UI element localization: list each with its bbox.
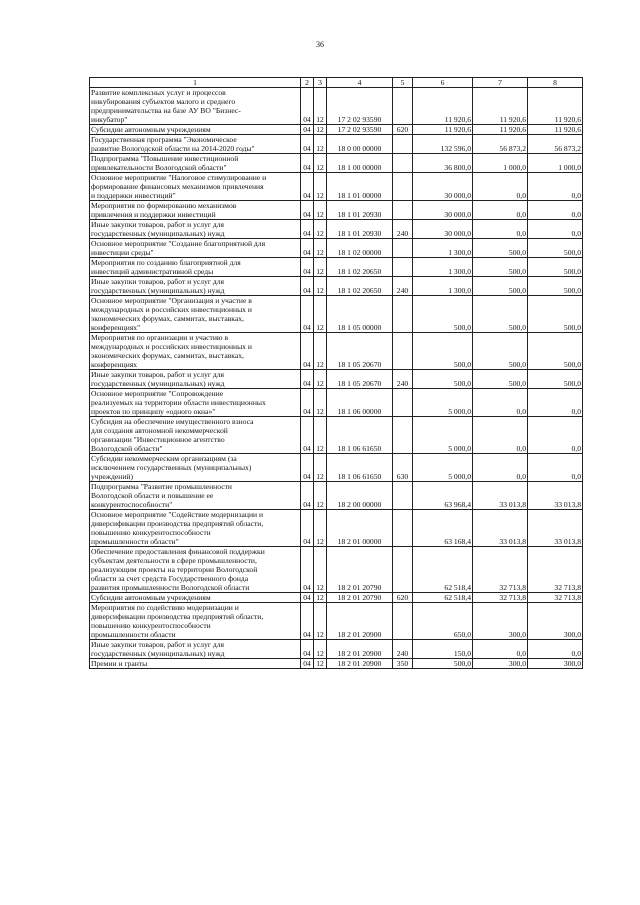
row-expense-type: [393, 173, 413, 201]
row-amount-col7: 500,0: [473, 296, 528, 333]
row-subsection: 12: [314, 154, 327, 173]
row-target-code: 18 1 06 00000: [327, 389, 393, 417]
table-row: [90, 277, 583, 296]
table-row: [90, 603, 583, 640]
row-section: 04: [301, 454, 314, 482]
row-target-code: 18 1 02 20650: [327, 277, 393, 296]
header-col-2: 2: [301, 78, 314, 88]
row-amount-col8: 0,0: [528, 201, 583, 220]
row-expense-type: 240: [393, 640, 413, 659]
table-row: [90, 296, 583, 333]
row-section: 04: [301, 277, 314, 296]
row-name: Основное мероприятие "Организация и участие в международных и российских инвестиционных и экономических форумах, саммитах, выставках, конференциях": [90, 296, 301, 333]
row-amount-col6: 11 920,6: [413, 125, 473, 135]
row-name: Основное мероприятие "Содействие модернизации и диверсификации производства предприятий области, повышению конкурентоспособности промышленности области": [90, 510, 301, 547]
row-name: Иные закупки товаров, работ и услуг для государственных (муниципальных) нужд: [90, 640, 301, 659]
row-section: 04: [301, 659, 314, 669]
row-amount-col7: 56 873,2: [473, 135, 528, 154]
row-section: 04: [301, 603, 314, 640]
row-expense-type: [393, 482, 413, 510]
row-expense-type: [393, 239, 413, 258]
row-amount-col7: 11 920,6: [473, 125, 528, 135]
row-section: 04: [301, 258, 314, 277]
row-expense-type: [393, 296, 413, 333]
row-expense-type: 240: [393, 370, 413, 389]
row-amount-col8: 500,0: [528, 277, 583, 296]
row-target-code: 18 1 01 20930: [327, 201, 393, 220]
row-amount-col7: 500,0: [473, 277, 528, 296]
row-amount-col7: 500,0: [473, 333, 528, 370]
table-row: [90, 510, 583, 547]
row-section: 04: [301, 296, 314, 333]
table-row: [90, 173, 583, 201]
row-amount-col6: 11 920,6: [413, 88, 473, 125]
row-expense-type: [393, 201, 413, 220]
row-name: Основное мероприятие "Создание благоприятной для инвестиции среды": [90, 239, 301, 258]
row-subsection: 12: [314, 258, 327, 277]
header-col-8: 8: [528, 78, 583, 88]
row-amount-col8: 500,0: [528, 333, 583, 370]
row-name: Развитие комплексных услуг и процессов инкубирования субъектов малого и среднего предпринимательства на базе АУ ВО "Бизнес- инкубатор": [90, 88, 301, 125]
row-section: 04: [301, 593, 314, 603]
table-row: [90, 659, 583, 669]
row-section: 04: [301, 239, 314, 258]
row-name: Субсидии автономным учреждениям: [90, 593, 301, 603]
row-amount-col6: 500,0: [413, 296, 473, 333]
row-section: 04: [301, 173, 314, 201]
row-expense-type: 620: [393, 125, 413, 135]
table-row: [90, 389, 583, 417]
row-subsection: 12: [314, 659, 327, 669]
row-target-code: 18 1 01 00000: [327, 173, 393, 201]
row-amount-col6: 1 300,0: [413, 239, 473, 258]
table-row: [90, 482, 583, 510]
row-name: Обеспечение предоставления финансовой поддержки субъектам деятельности в сфере промышленности, реализующим проекты на территории Вологодской области за счет средств Государственного фонда развития промышленности Вологодской области: [90, 547, 301, 593]
row-amount-col6: 62 518,4: [413, 593, 473, 603]
row-section: 04: [301, 547, 314, 593]
row-subsection: 12: [314, 296, 327, 333]
row-section: 04: [301, 154, 314, 173]
table-row: [90, 125, 583, 135]
row-target-code: 18 0 00 00000: [327, 135, 393, 154]
row-subsection: 12: [314, 173, 327, 201]
row-section: 04: [301, 389, 314, 417]
row-subsection: 12: [314, 603, 327, 640]
row-amount-col6: 500,0: [413, 333, 473, 370]
row-amount-col7: 0,0: [473, 173, 528, 201]
row-subsection: 12: [314, 389, 327, 417]
row-amount-col8: 300,0: [528, 603, 583, 640]
row-amount-col8: 500,0: [528, 239, 583, 258]
table-header-row: [90, 78, 583, 88]
row-section: 04: [301, 417, 314, 454]
row-name: Мероприятия по организации и участию в международных и российских инвестиционных и экономических форумах, саммитах, выставках, конференциях: [90, 333, 301, 370]
row-expense-type: [393, 135, 413, 154]
row-section: 04: [301, 640, 314, 659]
row-name: Подпрограмма "Повышение инвестиционной привлекательности Вологодской области": [90, 154, 301, 173]
table-row: [90, 593, 583, 603]
row-target-code: 18 2 01 20900: [327, 603, 393, 640]
row-amount-col8: 11 920,6: [528, 125, 583, 135]
row-amount-col6: 30 000,0: [413, 173, 473, 201]
row-amount-col6: 5 000,0: [413, 417, 473, 454]
row-amount-col8: 0,0: [528, 417, 583, 454]
row-amount-col7: 11 920,6: [473, 88, 528, 125]
row-subsection: 12: [314, 201, 327, 220]
table-row: [90, 201, 583, 220]
row-section: 04: [301, 125, 314, 135]
row-subsection: 12: [314, 547, 327, 593]
row-name: Иные закупки товаров, работ и услуг для государственных (муниципальных) нужд: [90, 370, 301, 389]
row-subsection: 12: [314, 125, 327, 135]
row-section: 04: [301, 510, 314, 547]
row-name: Мероприятия по содействию модернизации и диверсификации производства предприятий области, повышению конкурентоспособности промышленности области: [90, 603, 301, 640]
row-amount-col7: 0,0: [473, 417, 528, 454]
row-name: Государственная программа "Экономическое развитие Вологодской области на 2014-2020 годы": [90, 135, 301, 154]
row-section: 04: [301, 482, 314, 510]
row-amount-col8: 300,0: [528, 659, 583, 669]
row-amount-col7: 0,0: [473, 220, 528, 239]
table-row: [90, 88, 583, 125]
row-section: 04: [301, 370, 314, 389]
row-target-code: 18 2 01 20790: [327, 593, 393, 603]
row-amount-col7: 32 713,8: [473, 547, 528, 593]
row-subsection: 12: [314, 239, 327, 258]
row-amount-col6: 63 168,4: [413, 510, 473, 547]
row-name: Мероприятия по созданию благоприятной для инвестиций административной среды: [90, 258, 301, 277]
row-expense-type: [393, 154, 413, 173]
row-amount-col6: 132 596,0: [413, 135, 473, 154]
table-row: [90, 640, 583, 659]
table-row: [90, 454, 583, 482]
row-name: Подпрограмма "Развитие промышленности Вологодской области и повышение ее конкурентоспособности": [90, 482, 301, 510]
row-amount-col7: 300,0: [473, 659, 528, 669]
row-amount-col8: 0,0: [528, 454, 583, 482]
row-name: Иные закупки товаров, работ и услуг для государственных (муниципальных) нужд: [90, 220, 301, 239]
row-target-code: 17 2 02 93590: [327, 125, 393, 135]
row-amount-col8: 0,0: [528, 220, 583, 239]
row-target-code: 18 2 01 20900: [327, 659, 393, 669]
row-target-code: 18 1 00 00000: [327, 154, 393, 173]
row-target-code: 17 2 02 93590: [327, 88, 393, 125]
header-col-1: 1: [90, 78, 301, 88]
row-amount-col8: 1 000,0: [528, 154, 583, 173]
table-row: [90, 547, 583, 593]
row-name: Основное мероприятие "Налоговое стимулирование и формирование финансовых механизмов привлечения и поддержки инвестиций": [90, 173, 301, 201]
table-row: [90, 154, 583, 173]
row-amount-col7: 33 013,8: [473, 482, 528, 510]
row-amount-col8: 0,0: [528, 389, 583, 417]
row-section: 04: [301, 333, 314, 370]
row-subsection: 12: [314, 417, 327, 454]
row-amount-col8: 32 713,8: [528, 593, 583, 603]
row-amount-col6: 62 518,4: [413, 547, 473, 593]
row-amount-col7: 33 013,8: [473, 510, 528, 547]
row-amount-col7: 500,0: [473, 258, 528, 277]
header-col-6: 6: [413, 78, 473, 88]
row-amount-col7: 32 713,8: [473, 593, 528, 603]
row-amount-col6: 150,0: [413, 640, 473, 659]
row-expense-type: [393, 547, 413, 593]
row-target-code: 18 1 01 20930: [327, 220, 393, 239]
page-number: 36: [316, 40, 324, 49]
row-amount-col8: 0,0: [528, 173, 583, 201]
row-target-code: 18 1 06 61650: [327, 454, 393, 482]
table-row: [90, 258, 583, 277]
table-row: [90, 333, 583, 370]
row-name: Субсидия на обеспечение имущественного взноса для создания автономной некоммерческой организации "Инвестиционное агентство Вологодской области": [90, 417, 301, 454]
row-amount-col7: 300,0: [473, 603, 528, 640]
row-expense-type: 620: [393, 593, 413, 603]
row-target-code: 18 1 05 20670: [327, 370, 393, 389]
row-amount-col8: 11 920,6: [528, 88, 583, 125]
row-expense-type: 350: [393, 659, 413, 669]
row-amount-col7: 0,0: [473, 454, 528, 482]
table-row: [90, 417, 583, 454]
header-col-4: 4: [327, 78, 393, 88]
row-amount-col8: 0,0: [528, 640, 583, 659]
row-expense-type: 240: [393, 277, 413, 296]
row-subsection: 12: [314, 640, 327, 659]
row-amount-col8: 33 013,8: [528, 510, 583, 547]
row-section: 04: [301, 88, 314, 125]
row-name: Иные закупки товаров, работ и услуг для государственных (муниципальных) нужд: [90, 277, 301, 296]
row-amount-col6: 30 000,0: [413, 220, 473, 239]
row-expense-type: 240: [393, 220, 413, 239]
row-section: 04: [301, 201, 314, 220]
table-body: [90, 88, 583, 669]
row-target-code: 18 2 00 00000: [327, 482, 393, 510]
row-subsection: 12: [314, 88, 327, 125]
row-subsection: 12: [314, 454, 327, 482]
table-row: [90, 135, 583, 154]
table-row: [90, 370, 583, 389]
row-amount-col7: 0,0: [473, 201, 528, 220]
header-col-3: 3: [314, 78, 327, 88]
row-subsection: 12: [314, 220, 327, 239]
row-amount-col6: 1 300,0: [413, 277, 473, 296]
row-amount-col7: 0,0: [473, 640, 528, 659]
row-amount-col6: 36 800,0: [413, 154, 473, 173]
header-col-5: 5: [393, 78, 413, 88]
row-amount-col6: 1 300,0: [413, 258, 473, 277]
row-expense-type: [393, 389, 413, 417]
row-target-code: 18 2 01 20790: [327, 547, 393, 593]
row-subsection: 12: [314, 370, 327, 389]
row-target-code: 18 2 01 20900: [327, 640, 393, 659]
row-target-code: 18 2 01 00000: [327, 510, 393, 547]
row-amount-col7: 500,0: [473, 370, 528, 389]
row-expense-type: [393, 88, 413, 125]
row-amount-col8: 500,0: [528, 258, 583, 277]
row-expense-type: [393, 417, 413, 454]
row-amount-col8: 33 013,8: [528, 482, 583, 510]
row-amount-col7: 500,0: [473, 239, 528, 258]
row-name: Субсидии автономным учреждениям: [90, 125, 301, 135]
row-amount-col6: 500,0: [413, 659, 473, 669]
row-target-code: 18 1 05 20670: [327, 333, 393, 370]
row-subsection: 12: [314, 510, 327, 547]
header-col-7: 7: [473, 78, 528, 88]
row-name: Мероприятия по формированию механизмов привлечения и поддержки инвестиций: [90, 201, 301, 220]
row-amount-col6: 5 000,0: [413, 454, 473, 482]
row-amount-col6: 63 968,4: [413, 482, 473, 510]
row-section: 04: [301, 220, 314, 239]
row-name: Премии и гранты: [90, 659, 301, 669]
row-amount-col6: 5 000,0: [413, 389, 473, 417]
row-amount-col6: 30 000,0: [413, 201, 473, 220]
table-row: [90, 239, 583, 258]
row-expense-type: [393, 333, 413, 370]
row-expense-type: [393, 258, 413, 277]
row-amount-col7: 1 000,0: [473, 154, 528, 173]
row-section: 04: [301, 135, 314, 154]
budget-table: [89, 77, 583, 669]
row-target-code: 18 1 02 00000: [327, 239, 393, 258]
row-subsection: 12: [314, 277, 327, 296]
row-expense-type: 630: [393, 454, 413, 482]
row-amount-col6: 650,0: [413, 603, 473, 640]
row-amount-col8: 500,0: [528, 370, 583, 389]
row-amount-col6: 500,0: [413, 370, 473, 389]
row-subsection: 12: [314, 593, 327, 603]
table-row: [90, 220, 583, 239]
row-subsection: 12: [314, 482, 327, 510]
row-name: Субсидии некоммерческим организациям (за исключением государственных (муниципальных) учреждений): [90, 454, 301, 482]
row-expense-type: [393, 603, 413, 640]
row-subsection: 12: [314, 135, 327, 154]
row-amount-col8: 32 713,8: [528, 547, 583, 593]
row-amount-col8: 500,0: [528, 296, 583, 333]
row-subsection: 12: [314, 333, 327, 370]
row-target-code: 18 1 05 00000: [327, 296, 393, 333]
row-target-code: 18 1 06 61650: [327, 417, 393, 454]
row-expense-type: [393, 510, 413, 547]
row-amount-col7: 0,0: [473, 389, 528, 417]
row-name: Основное мероприятие "Сопровождение реализуемых на территории области инвестиционных проектов по принципу «одного окна»": [90, 389, 301, 417]
row-amount-col8: 56 873,2: [528, 135, 583, 154]
row-target-code: 18 1 02 20650: [327, 258, 393, 277]
